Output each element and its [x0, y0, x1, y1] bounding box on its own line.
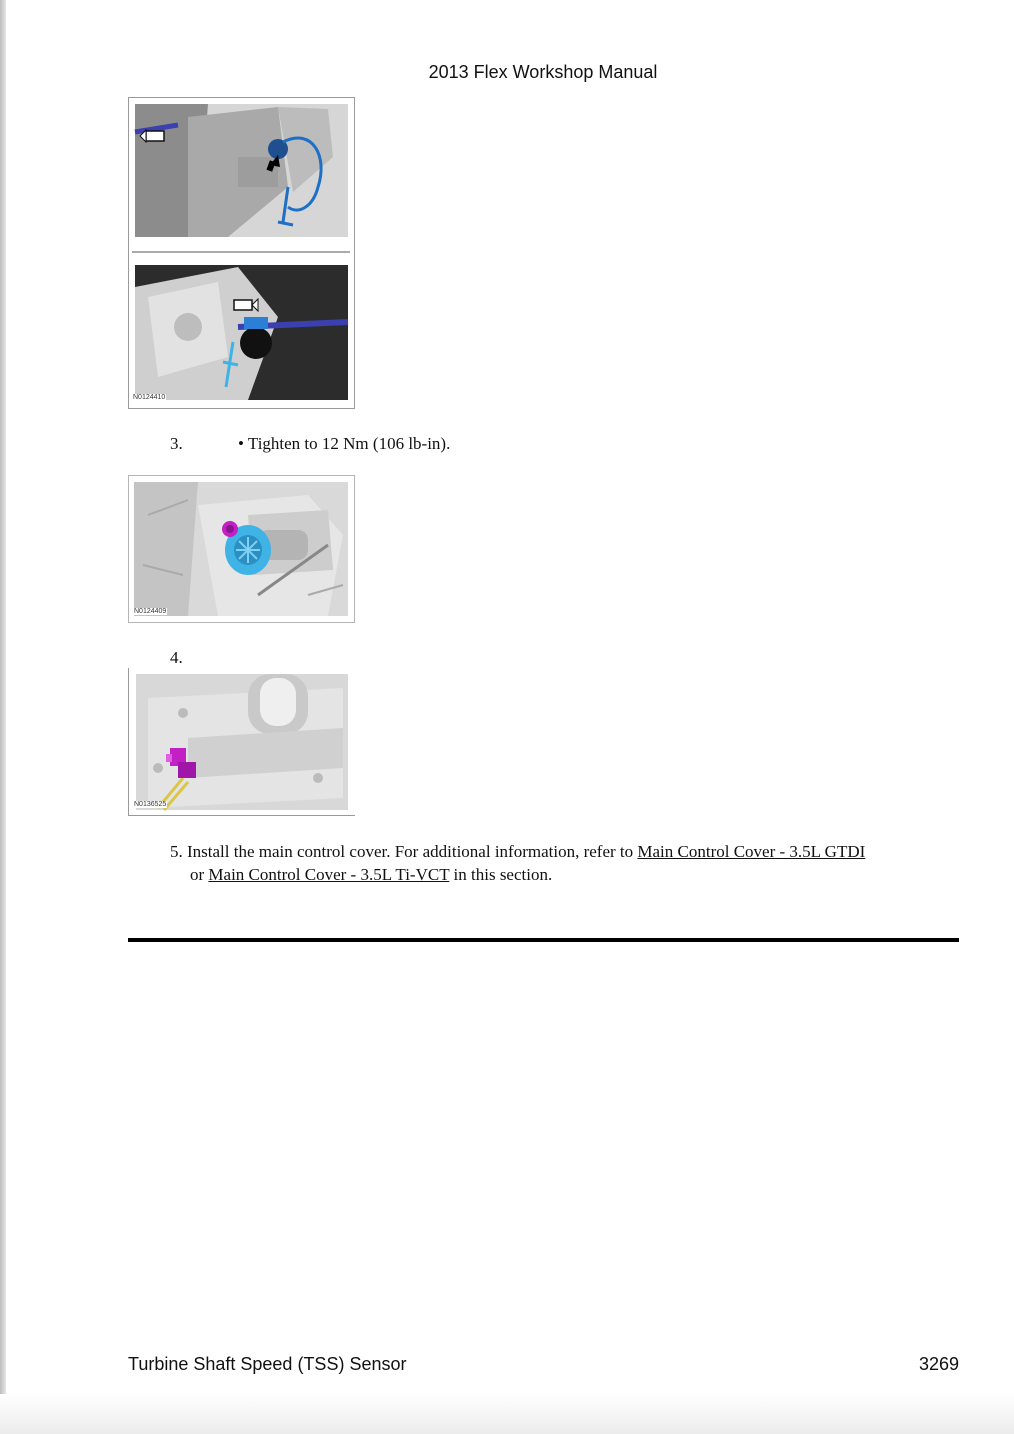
figure-code: N0124410 — [133, 394, 166, 401]
step-5-instruction — [170, 840, 950, 886]
illustration-bottom-panel — [135, 265, 348, 400]
footer-section-title: Turbine Shaft Speed (TSS) Sensor — [128, 1354, 407, 1374]
figure-connector-install — [128, 668, 355, 816]
step-4-number: 4. — [170, 648, 183, 667]
link-main-control-cover-gtdi[interactable]: Main Control Cover - 3.5L GTDI — [637, 842, 866, 861]
page-left-edge — [0, 0, 6, 1434]
bullet-icon: • — [238, 434, 244, 453]
torque-spec-text: Tighten to 12 Nm (106 lb-in). — [247, 434, 451, 453]
step-5-suffix: in this section. — [453, 865, 553, 884]
page-bottom-shade — [0, 1394, 1014, 1434]
step-3-number: 3. — [170, 434, 183, 453]
sensor-illustration — [128, 475, 355, 623]
figure-code: N0136525 — [134, 801, 167, 808]
figure-code: N0124409 — [134, 608, 167, 615]
connector-install-illustration — [128, 668, 355, 816]
step-3-instruction — [238, 434, 450, 454]
link-main-control-cover-ti-vct[interactable]: Main Control Cover - 3.5L Ti-VCT — [208, 865, 450, 884]
step-5-text: Install the main control cover. For additional information, refer to — [187, 842, 634, 861]
step-5-number: 5. — [170, 842, 183, 861]
section-divider — [128, 938, 959, 942]
figure-tss-sensor-bolt — [128, 475, 355, 623]
illustration-top-panel — [135, 104, 348, 237]
connector-illustration — [128, 97, 355, 409]
figure-connector-disconnect — [128, 97, 355, 409]
page-header: 2013 Flex Workshop Manual — [428, 62, 658, 82]
step-5-or: or — [190, 865, 205, 884]
footer-page-number: 3269 — [918, 1354, 959, 1374]
